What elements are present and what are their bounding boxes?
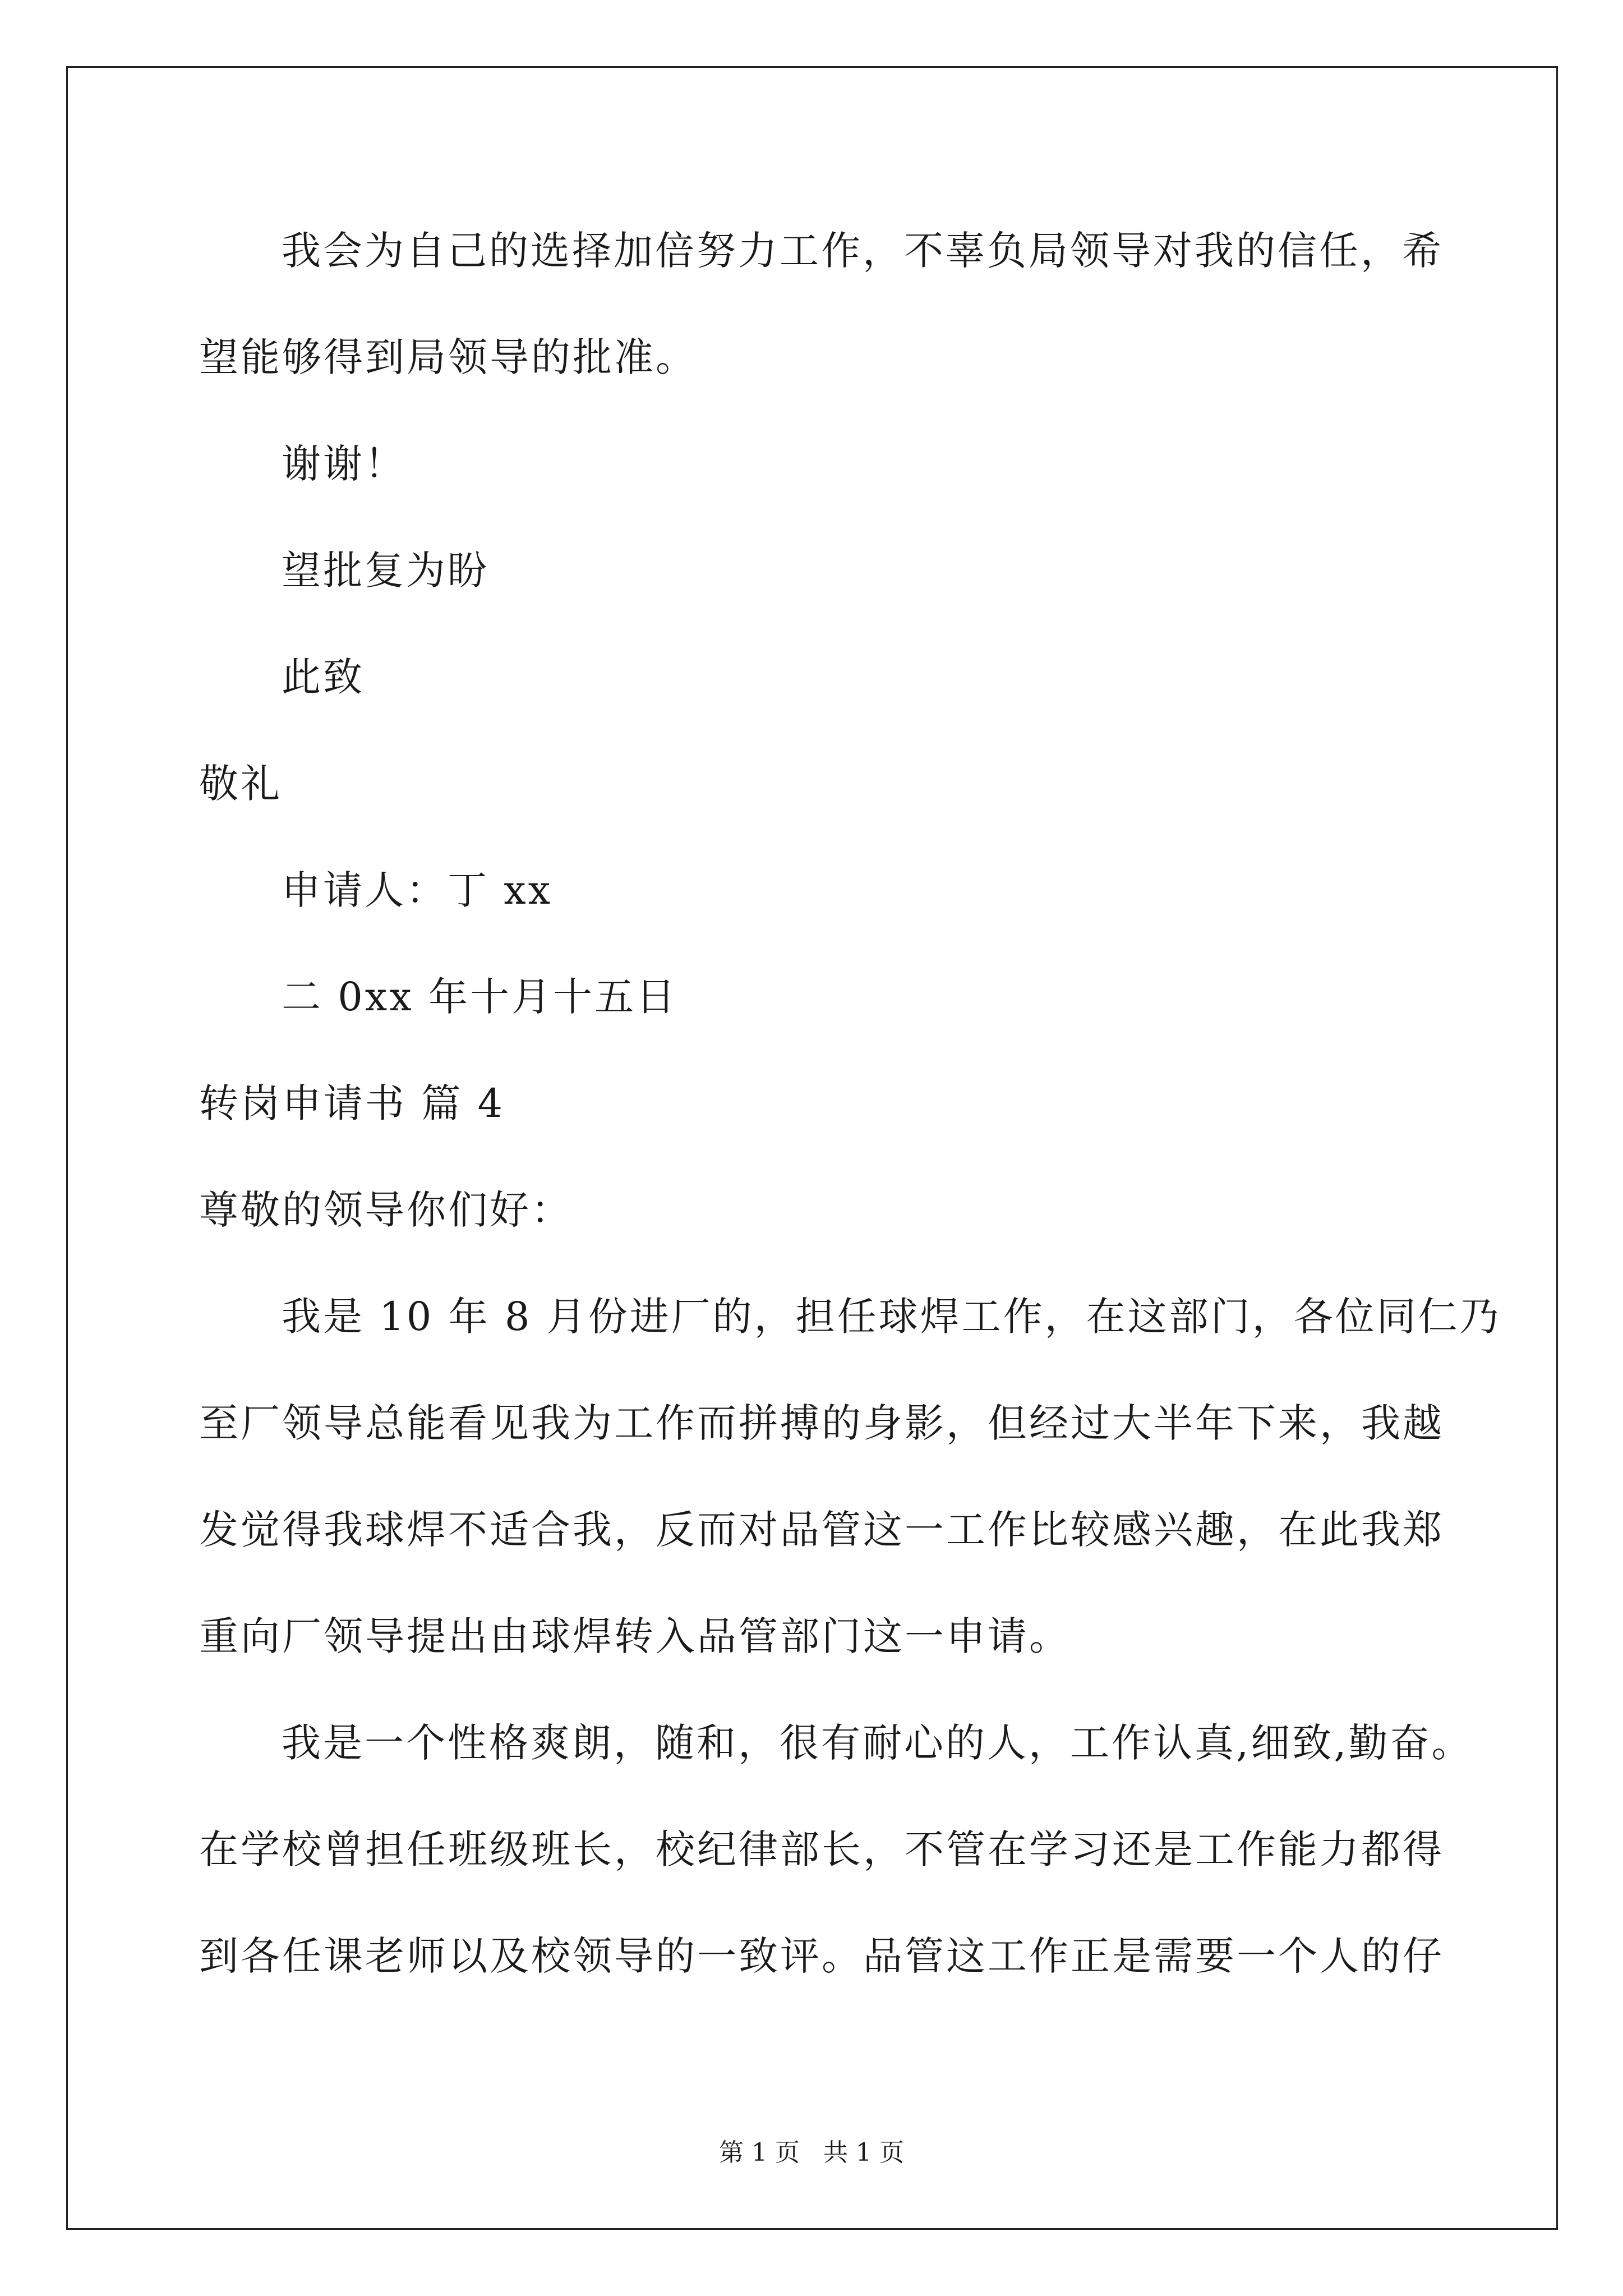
text-line-11: 我是 10 年 8 月份进厂的，担任球焊工作，在这部门，各位同仁乃 bbox=[282, 1294, 1501, 1340]
salutation: 尊敬的领导你们好： bbox=[199, 1187, 573, 1233]
text-line-16: 在学校曾担任班级班长，校纪律部长，不管在学习还是工作能力都得 bbox=[199, 1826, 1444, 1872]
text-line-15: 我是一个性格爽朗，随和，很有耐心的人，工作认真,细致,勤奋。 bbox=[282, 1720, 1473, 1766]
text-line-13: 发觉得我球焊不适合我，反而对品管这一工作比较感兴趣，在此我郑 bbox=[199, 1507, 1444, 1553]
text-line-6: 敬礼 bbox=[199, 761, 282, 807]
text-line-3: 谢谢！ bbox=[282, 441, 406, 487]
page-number-current: 第 1 页 bbox=[719, 2138, 800, 2167]
page-footer bbox=[0, 2138, 1623, 2167]
text-line-12: 至厂领导总能看见我为工作而拼搏的身影，但经过大半年下来，我越 bbox=[199, 1400, 1444, 1446]
page-number-total: 共 1 页 bbox=[823, 2138, 904, 2167]
text-line-7: 申请人：丁 xx bbox=[282, 867, 553, 913]
text-line-17: 到各任课老师以及校领导的一致评。品管这工作正是需要一个人的仔 bbox=[199, 1933, 1444, 1979]
text-line-2: 望能够得到局领导的批准。 bbox=[199, 334, 697, 380]
text-line-4: 望批复为盼 bbox=[282, 547, 489, 593]
text-line-1: 我会为自己的选择加倍努力工作，不辜负局领导对我的信任，希 bbox=[282, 228, 1444, 274]
section-heading: 转岗申请书 篇 4 bbox=[199, 1080, 505, 1126]
text-line-8: 二 0xx 年十月十五日 bbox=[282, 974, 677, 1020]
page-border bbox=[66, 66, 1558, 2230]
text-line-5: 此致 bbox=[282, 654, 365, 700]
text-line-14: 重向厂领导提出由球焊转入品管部门这一申请。 bbox=[199, 1613, 1071, 1659]
